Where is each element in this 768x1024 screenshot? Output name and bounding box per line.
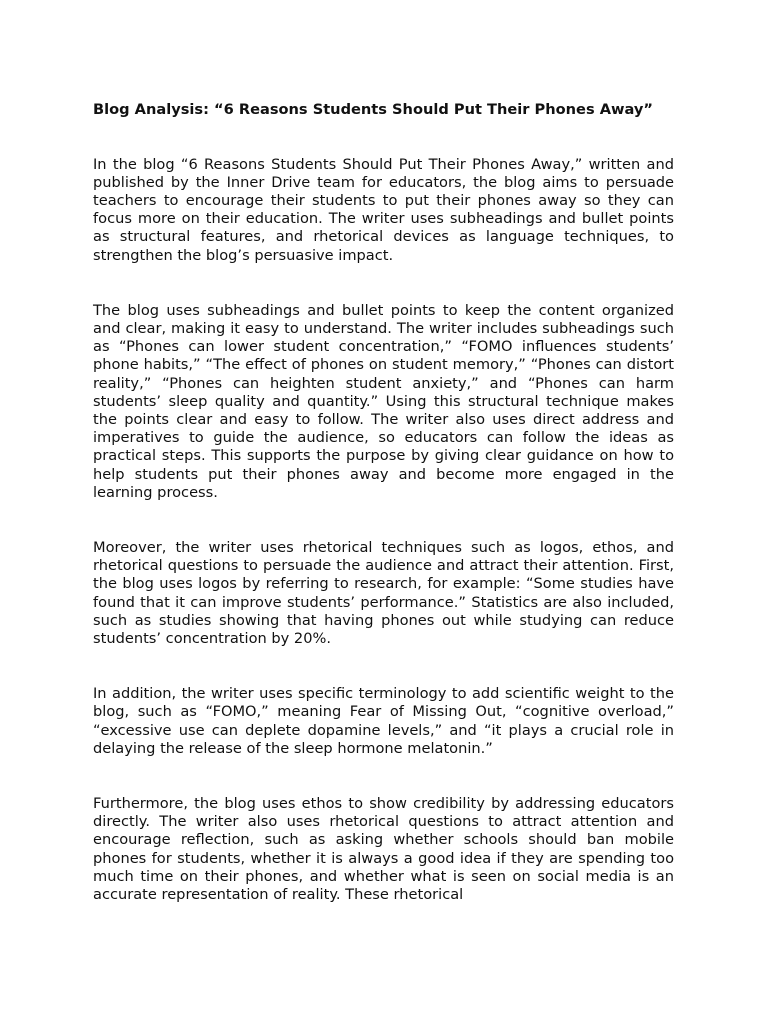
document-title: Blog Analysis: “6 Reasons Students Should Put Their Phones Away” [93,101,654,118]
paragraph-introduction: In the blog “6 Reasons Students Should Put Their Phones Away,” written and published by the Inner Drive team for educators, the blog aims to persuade teachers to encourage their students to put their phones away so they can focus more on their education. The writer uses subheadings and bullet points as structural features, and rhetorical devices as language techniques, to strengthen the blog’s persuasive impact. [93,155,674,264]
paragraph-ethos: Furthermore, the blog uses ethos to show credibility by addressing educators directly. The writer also uses rhetorical questions to attract attention and encourage reflection, such as asking whether schools should ban mobile phones for students, whether it is always a good idea if they are spending too much time on their phones, and whether what is seen on social media is an accurate representation of reality. These rhetorical [93,794,674,903]
paragraph-terminology: In addition, the writer uses specific terminology to add scientific weight to the blog, such as “FOMO,” meaning Fear of Missing Out, “cognitive overload,” “excessive use can deplete dopamine levels,” and “it plays a crucial role in delaying the release of the sleep hormone melatonin.” [93,685,674,757]
paragraph-structure: The blog uses subheadings and bullet points to keep the content organized and clear, making it easy to understand. The writer includes subheadings such as “Phones can lower student concentration,” “FOMO influences students’ phone habits,” “The effect of phones on student memory,” “Phones can distort reality,” “Phones can heighten student anxiety,” and “Phones can harm students’ sleep quality and quantity.” Using this structural technique makes the points clear and easy to follow. The writer also uses direct address and imperatives to guide the audience, so educators can follow the ideas as practical steps. This supports the purpose by giving clear guidance on how to help students put their phones away and become more engaged in the learning process. [93,301,674,501]
document-page [93,100,674,904]
paragraph-rhetorical-techniques: Moreover, the writer uses rhetorical techniques such as logos, ethos, and rhetorical questions to persuade the audience and attract their attention. First, the blog uses logos by referring to research, for example: “Some studies have found that it can improve students’ performance.” Statistics are also included, such as studies showing that having phones out while studying can reduce students’ concentration by 20%. [93,538,674,647]
